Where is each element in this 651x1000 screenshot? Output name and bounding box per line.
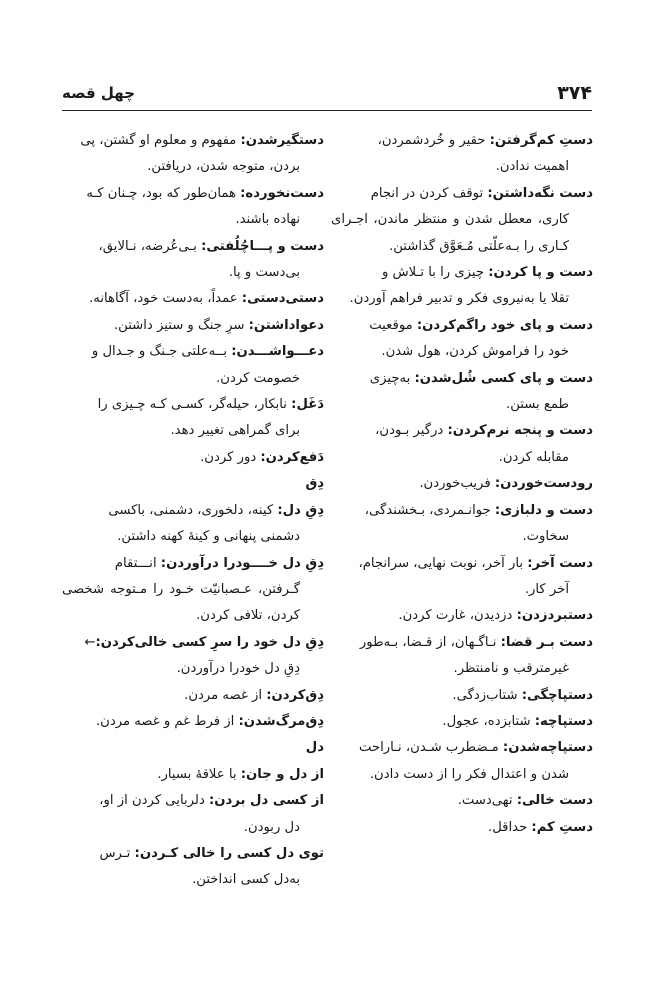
entry-term: دست و پای کسی شُل‌شدن: — [414, 370, 593, 386]
page-number: ۳۷۴ — [557, 82, 592, 104]
left-column — [62, 128, 324, 894]
right-column — [331, 128, 593, 841]
entry-definition: بـی‌عُرضه، نـالایق، — [98, 238, 202, 254]
entry-definition: حداقل. — [488, 819, 532, 835]
dictionary-entry — [331, 683, 593, 709]
entry-definition: موقعیت — [369, 317, 417, 333]
entry-definition: مفهوم و معلوم او گشتن، پی — [80, 133, 241, 148]
entry-definition: شتابزده، عجول. — [442, 713, 535, 729]
dictionary-entry — [62, 445, 324, 471]
dictionary-entry — [331, 128, 593, 181]
dictionary-entry — [62, 551, 324, 630]
entry-definition: سرِ جنگ و ستیز داشتن. — [113, 317, 249, 333]
entry-definition: کینه، دلخوری، دشمنی، باکسی — [108, 502, 278, 518]
entry-term: دست و پا کردن: — [488, 265, 593, 281]
dictionary-entry — [331, 735, 593, 788]
dictionary-entry — [62, 128, 324, 181]
entry-term: توی دل کسی را خالی کـردن: — [134, 845, 324, 861]
entry-definition-continued: کاری، معطل شدن و منتظر ماندن، اجـرای کـاری را بـه‌علّتی مُـعَوَّق گذاشتن. — [331, 212, 569, 254]
dictionary-entry — [331, 815, 593, 841]
entry-definition: تهی‌دست. — [457, 793, 517, 809]
entry-definition-continued: تقلا یا به‌نیروی فکر و تدبیر فراهم آوردن. — [349, 291, 569, 307]
dictionary-entry — [331, 471, 593, 497]
entry-definition: حقیر و خُردشمردن، — [377, 133, 490, 148]
dictionary-entry — [331, 709, 593, 735]
entry-definition-continued: طمع بستن. — [506, 397, 569, 413]
entry-definition-continued: دل ربودن. — [243, 819, 300, 835]
entry-definition: نابکار، حیله‌گر، کسـی کـه چـیزی را — [97, 397, 292, 413]
entry-term: دست نگه‌داشتن: — [487, 185, 593, 201]
entry-term: دِق‌مرگ‌شدن: — [238, 713, 324, 729]
entry-definition: تـرس — [99, 845, 135, 861]
entry-term: دست و پای خود راگم‌کردن: — [416, 317, 593, 333]
entry-term: از دل و جان: — [240, 766, 324, 782]
entry-term: دِقِ دل خود را سرِ کسی خالی‌کردن: — [95, 634, 324, 650]
entry-term: دِق‌کردن: — [266, 687, 324, 703]
entry-term: دست و دلبازی: — [494, 502, 593, 518]
entry-definition-continued: خصومت کردن. — [216, 370, 300, 386]
entry-definition-continued: برای گمراهی تغییر دهد. — [170, 423, 300, 439]
entry-term: دَفع‌کردن: — [260, 449, 324, 465]
dictionary-entry — [62, 339, 324, 392]
entry-term: دَغَل: — [291, 397, 324, 413]
dictionary-entry — [331, 181, 593, 260]
dictionary-entry — [62, 841, 324, 894]
entry-term: از کسی دل بردن: — [209, 793, 324, 809]
entry-definition-continued: به‌دل کسی انداختن. — [192, 872, 300, 888]
entry-definition-continued: آخر کار. — [524, 581, 569, 597]
entry-term: دست بـر قضا: — [500, 634, 593, 650]
dictionary-entry — [331, 498, 593, 551]
entry-term: دستپاچه: — [534, 713, 593, 729]
entry-term: دست‌نخورده: — [240, 185, 324, 201]
dictionary-entry — [62, 762, 324, 788]
entry-term: دِقِ دل خــــود‌را درآوردن: — [160, 555, 324, 571]
dictionary-entry — [62, 313, 324, 339]
entry-term: دست و پنجه نرم‌کردن: — [447, 423, 593, 439]
entry-definition: دلربایی کردن از او، — [99, 793, 210, 809]
dictionary-entry — [331, 551, 593, 604]
entry-definition: با علاقهٔ بسیار. — [157, 766, 241, 782]
dictionary-entry — [62, 709, 324, 735]
entry-term: دعواداشتن: — [248, 317, 324, 333]
dictionary-entry — [62, 630, 324, 683]
entry-term: دستِ کم‌گرفتن: — [489, 133, 593, 148]
entry-definition-continued: غیرمترقب و نامنتظر. — [453, 661, 569, 677]
dictionary-entry — [331, 418, 593, 471]
entry-definition: فریب‌خوردن. — [419, 476, 495, 492]
entry-definition-continued: مقابله کردن. — [498, 449, 569, 465]
entry-definition: توقف کردن در انجام — [370, 185, 488, 201]
entry-definition: دور کردن. — [200, 449, 261, 465]
dictionary-entry — [331, 260, 593, 313]
entry-definition: جوانـمردی، بـخشندگی، — [364, 502, 495, 518]
entry-definition: شتاب‌زدگی. — [452, 687, 522, 703]
dictionary-entry — [62, 181, 324, 234]
entry-definition: به‌چیزی — [369, 370, 415, 386]
entry-definition: انـــتقام — [114, 555, 161, 571]
entry-definition-continued: اهمیت ندادن. — [495, 159, 569, 175]
entry-definition-continued: سخاوت. — [522, 529, 569, 545]
dictionary-entry — [62, 498, 324, 551]
dictionary-entry — [62, 234, 324, 287]
entry-term: دستپاچگی: — [521, 687, 593, 703]
entry-term: دستپاچه‌شدن: — [502, 740, 593, 756]
dictionary-entry — [62, 392, 324, 445]
dictionary-entry — [331, 630, 593, 683]
entry-term: دستبردزدن: — [516, 608, 593, 624]
dictionary-entry — [62, 788, 324, 841]
entry-term: دستگیر‌شدن: — [240, 133, 324, 148]
entry-term: دست و پـــاچُلُفتی: — [201, 238, 324, 254]
entry-definition: ← — [84, 634, 96, 650]
entry-definition: از فرط غم و غصه مردن. — [95, 713, 239, 729]
entry-definition-continued: دِقِ دل خود‌را درآوردن. — [176, 661, 300, 677]
entry-definition: بــه‌علتی جـنگ و جـدال و — [91, 344, 232, 360]
running-title: چهل قصه — [62, 84, 136, 102]
entry-definition-continued: نهاده باشند. — [235, 212, 300, 228]
entry-definition-continued: دشمنی پنهانی و کینهٔ کهنه داشتن. — [117, 529, 300, 545]
entry-definition: مـضطرب شـدن، نـاراحت — [359, 740, 503, 756]
dictionary-entry — [62, 683, 324, 709]
dictionary-entry — [331, 366, 593, 419]
dictionary-entry — [62, 286, 324, 312]
entry-term: دستی‌دستی: — [241, 291, 324, 307]
entry-definition: درگیر بـودن، — [375, 423, 448, 439]
entry-definition: چیزی را با تـلاش و — [381, 265, 489, 281]
entry-definition: دزدیدن، غارت کردن. — [398, 608, 517, 624]
entry-term: دست آخر: — [527, 555, 593, 571]
entry-term: دست خالی: — [516, 793, 593, 809]
page-header — [62, 80, 592, 111]
entry-term: دستِ کم: — [531, 819, 593, 835]
entry-definition: همان‌طور که بود، چـنان کـه — [86, 185, 241, 201]
dictionary-entry — [331, 603, 593, 629]
entry-term: دعـــواشـــدن: — [231, 344, 324, 360]
dictionary-entry — [331, 788, 593, 814]
section-heading: دِق — [305, 476, 324, 492]
entry-definition-continued: شدن و اعتدال فکر را از دست دادن. — [369, 766, 569, 782]
entry-definition-continued: بی‌دست و پا. — [228, 265, 300, 281]
entry-term: دِقِ دل: — [277, 502, 324, 518]
entry-definition: از غصه مردن. — [184, 687, 267, 703]
entry-definition: بار آخر، نوبت نهایی، سرانجام، — [358, 555, 528, 571]
section-heading: دل — [305, 740, 324, 756]
entry-definition: نـاگـهان، از قـضا، بـه‌طور — [359, 634, 501, 650]
entry-definition-continued: بردن، متوجه شدن، دریافتن. — [147, 159, 300, 175]
entry-term: رودست‌خوردن: — [494, 476, 593, 492]
entry-definition-continued: خود را فراموش کردن، هول شدن. — [381, 344, 569, 360]
dictionary-entry — [331, 313, 593, 366]
entry-definition-continued: گـرفتن، عـصبانیّت خـود را مـتوجه شخصی کردن، تلافی کردن. — [62, 581, 300, 624]
entry-definition: عمداً، به‌دست خود، آگاهانه. — [89, 291, 242, 307]
